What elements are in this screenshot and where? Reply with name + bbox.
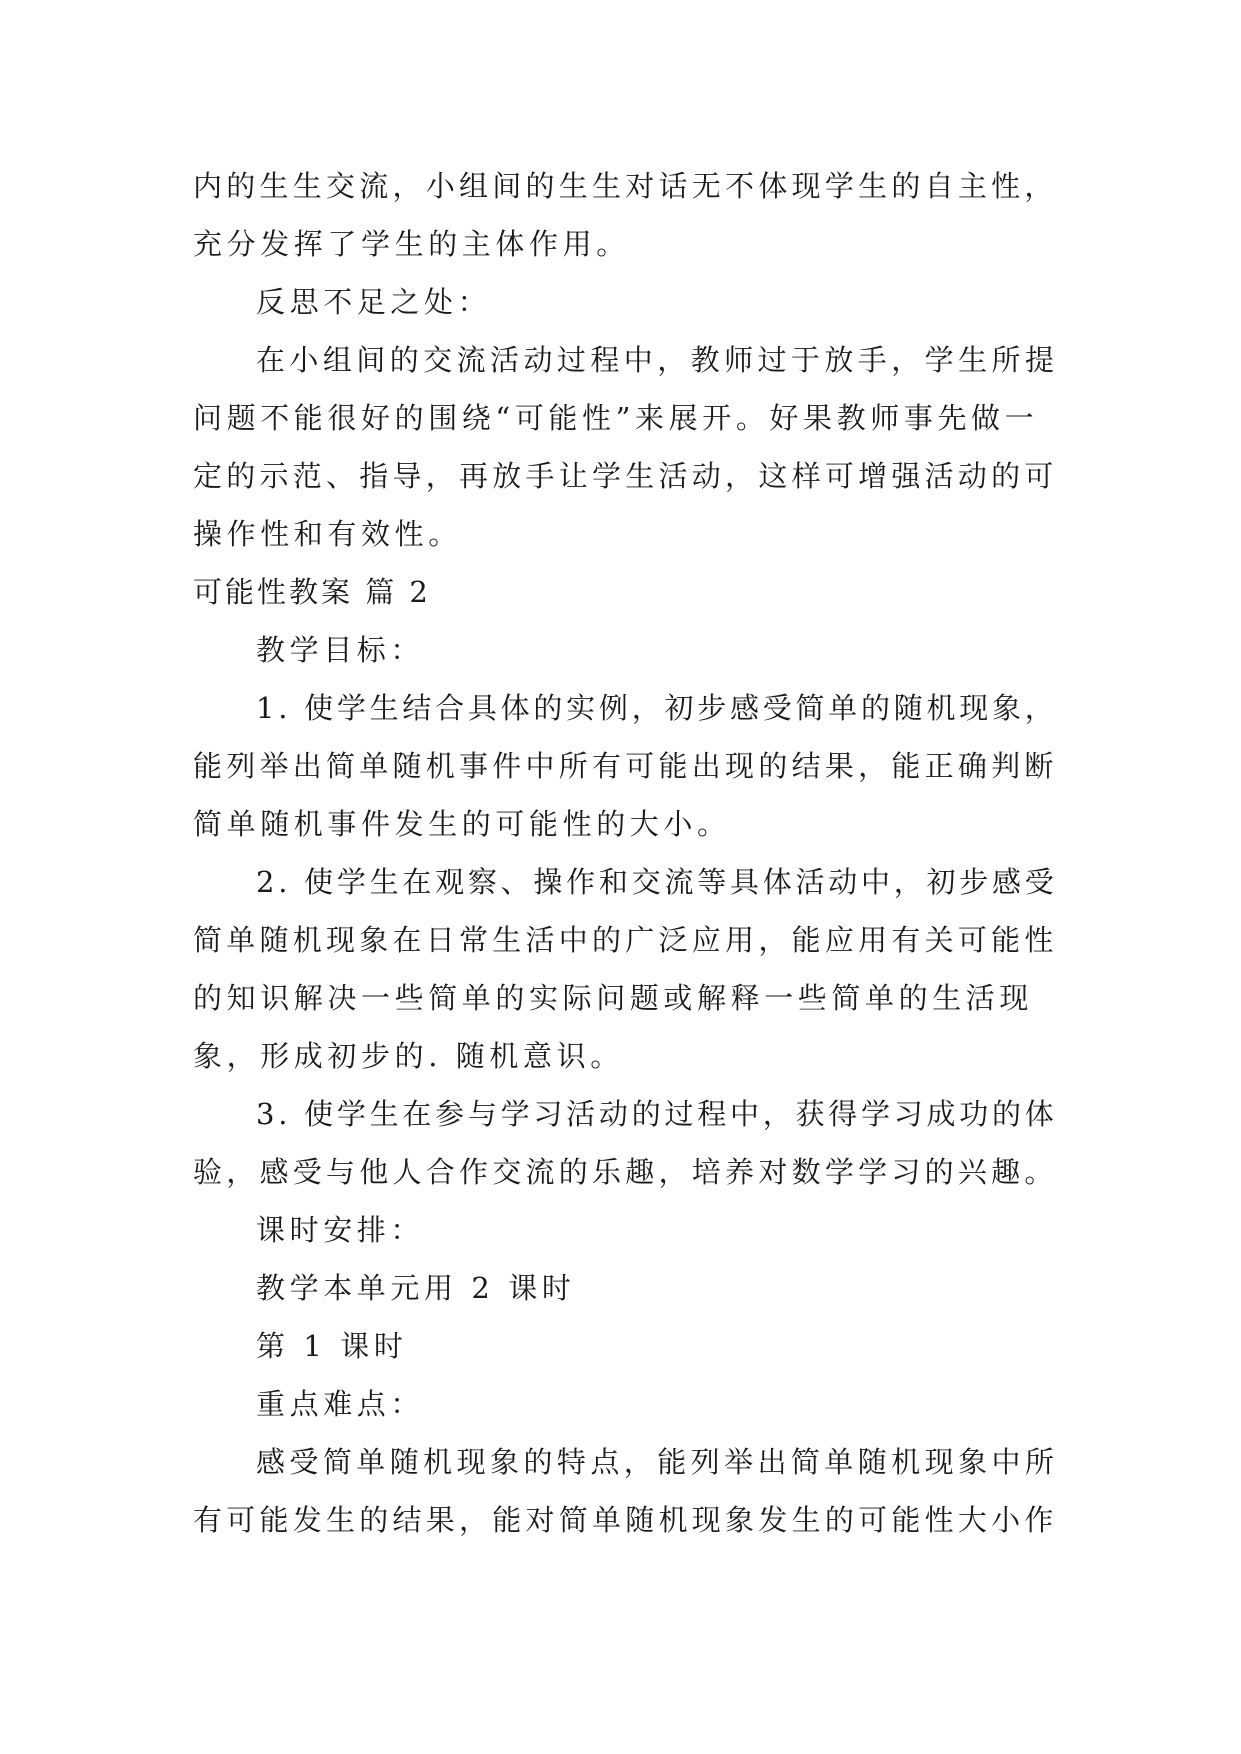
text-line: 问题不能很好的围绕“可能性”来展开。好果教师事先做一 <box>193 401 1039 435</box>
text-line: 有可能发生的结果，能对简单随机现象发生的可能性大小作 <box>193 1503 1058 1537</box>
section-heading: 可能性教案 篇 2 <box>193 575 431 609</box>
text-line: 3. 使学生在参与学习活动的过程中，获得学习成功的体 <box>256 1097 1058 1131</box>
text-line: 定的示范、指导，再放手让学生活动，这样可增强活动的可 <box>193 459 1058 493</box>
text-line: 操作性和有效性。 <box>193 517 462 551</box>
text-line: 简单随机事件发生的可能性的大小。 <box>193 807 731 841</box>
text-line: 感受简单随机现象的特点，能列举出简单随机现象中所 <box>256 1445 1059 1479</box>
text-line: 能列举出简单随机事件中所有可能出现的结果，能正确判断 <box>193 749 1058 783</box>
text-line: 重点难点： <box>256 1387 425 1421</box>
text-line: 1. 使学生结合具体的实例，初步感受简单的随机现象， <box>256 691 1058 725</box>
text-line: 课时安排： <box>256 1213 425 1247</box>
text-line: 简单随机现象在日常生活中的广泛应用，能应用有关可能性 <box>193 923 1058 957</box>
text-line: 验，感受与他人合作交流的乐趣，培养对数学学习的兴趣。 <box>193 1155 1058 1189</box>
text-line: 教学目标： <box>256 633 425 667</box>
text-line: 的知识解决一些简单的实际问题或解释一些简单的生活现 <box>193 981 1034 1015</box>
text-line: 第 1 课时 <box>256 1329 408 1363</box>
text-line: 反思不足之处： <box>256 285 492 319</box>
text-line: 2. 使学生在观察、操作和交流等具体活动中，初步感受 <box>256 865 1058 899</box>
text-line: 在小组间的交流活动过程中，教师过于放手，学生所提 <box>256 343 1059 377</box>
text-line: 内的生生交流，小组间的生生对话无不体现学生的自主性， <box>193 169 1058 203</box>
text-line: 充分发挥了学生的主体作用。 <box>193 227 630 261</box>
text-line: 教学本单元用 2 课时 <box>256 1271 576 1305</box>
text-line: 象，形成初步的. 随机意识。 <box>193 1039 624 1073</box>
